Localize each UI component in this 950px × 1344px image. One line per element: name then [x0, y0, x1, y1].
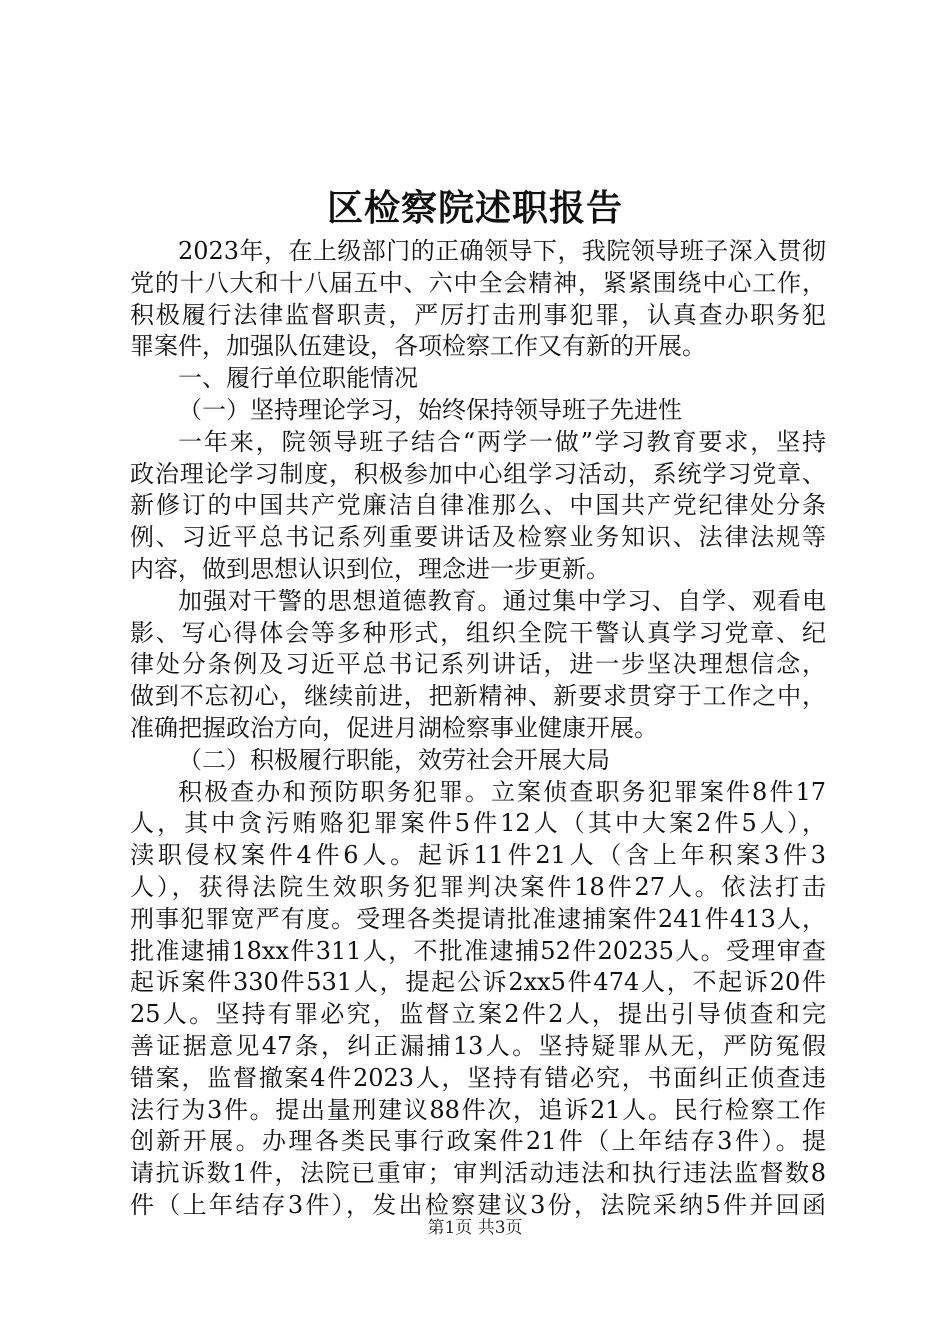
body-line: 积极履行法律监督职责，严厉打击刑事犯罪，认真查办职务犯: [130, 300, 826, 329]
body-line: 起诉案件330件531人，提起公诉2xx5件474人，不起诉20件: [130, 968, 826, 997]
body-line: 内容，做到思想认识到位，理念进一步更新。: [130, 554, 610, 583]
body-line: 影、写心得体会等多种形式，组织全院干警认真学习党章、纪: [130, 618, 826, 647]
body-line: （一）坚持理论学习，始终保持领导班子先进性: [178, 395, 682, 424]
body-line: 件（上年结存3件），发出检察建议3份，法院采纳5件并回函: [130, 1190, 826, 1219]
body-line: 人，其中贪污贿赂犯罪案件5件12人（其中大案2件5人），: [130, 809, 826, 838]
body-line: 积极查办和预防职务犯罪。立案侦查职务犯罪案件8件17: [178, 777, 826, 806]
body-line: 律处分条例及习近平总书记系列讲话，进一步坚决理想信念，: [130, 650, 826, 679]
body-line: 错案，监督撤案4件2023人，坚持有错必究，书面纠正侦查违: [130, 1063, 826, 1092]
body-line: 创新开展。办理各类民事行政案件21件（上年结存3件）。提: [130, 1127, 826, 1156]
body-line: 批准逮捕18xx件311人，不批准逮捕52件20235人。受理审查: [130, 936, 826, 965]
body-line: 加强对干警的思想道德教育。通过集中学习、自学、观看电: [178, 586, 826, 615]
page-footer: 第1页 共3页: [427, 1218, 523, 1238]
body-line: 一年来，院领导班子结合“两学一做”学习教育要求，坚持: [178, 427, 826, 456]
body-line: 一、履行单位职能情况: [178, 364, 418, 393]
body-line: 准确把握政治方向，促进月湖检察事业健康开展。: [130, 713, 658, 742]
body-line: 刑事犯罪宽严有度。受理各类提请批准逮捕案件241件413人，: [130, 904, 826, 933]
body-line: 党的十八大和十八届五中、六中全会精神，紧紧围绕中心工作，: [130, 268, 826, 297]
body-line: 善证据意见47条，纠正漏捕13人。坚持疑罪从无，严防冤假: [130, 1031, 826, 1060]
body-line: 罪案件，加强队伍建设，各项检察工作又有新的开展。: [130, 332, 706, 361]
body-line: 法行为3件。提出量刑建议88件次，追诉21人。民行检察工作: [130, 1095, 826, 1124]
body-line: 做到不忘初心，继续前进，把新精神、新要求贯穿于工作之中，: [130, 682, 826, 711]
body-line: 请抗诉数1件，法院已重审；审判活动违法和执行违法监督数8: [130, 1159, 826, 1188]
body-line: 2023年，在上级部门的正确领导下，我院领导班子深入贯彻: [178, 237, 826, 265]
document-title: 区检察院述职报告: [326, 187, 623, 229]
body-line: 人），获得法院生效职务犯罪判决案件18件27人。依法打击: [130, 872, 826, 901]
body-line: 政治理论学习制度，积极参加中心组学习活动，系统学习党章、: [130, 459, 826, 488]
body-line: 渎职侵权案件4件6人。起诉11件21人（含上年积案3件3: [130, 841, 826, 870]
body-line: 新修订的中国共产党廉洁自律准那么、中国共产党纪律处分条: [130, 491, 826, 520]
body-line: （二）积极履行职能，效劳社会开展大局: [178, 745, 610, 774]
body-line: 25人。坚持有罪必究，监督立案2件2人，提出引导侦查和完: [130, 1000, 826, 1029]
body-line: 例、习近平总书记系列重要讲话及检察业务知识、法律法规等: [130, 523, 826, 552]
document-body: [130, 236, 826, 1222]
